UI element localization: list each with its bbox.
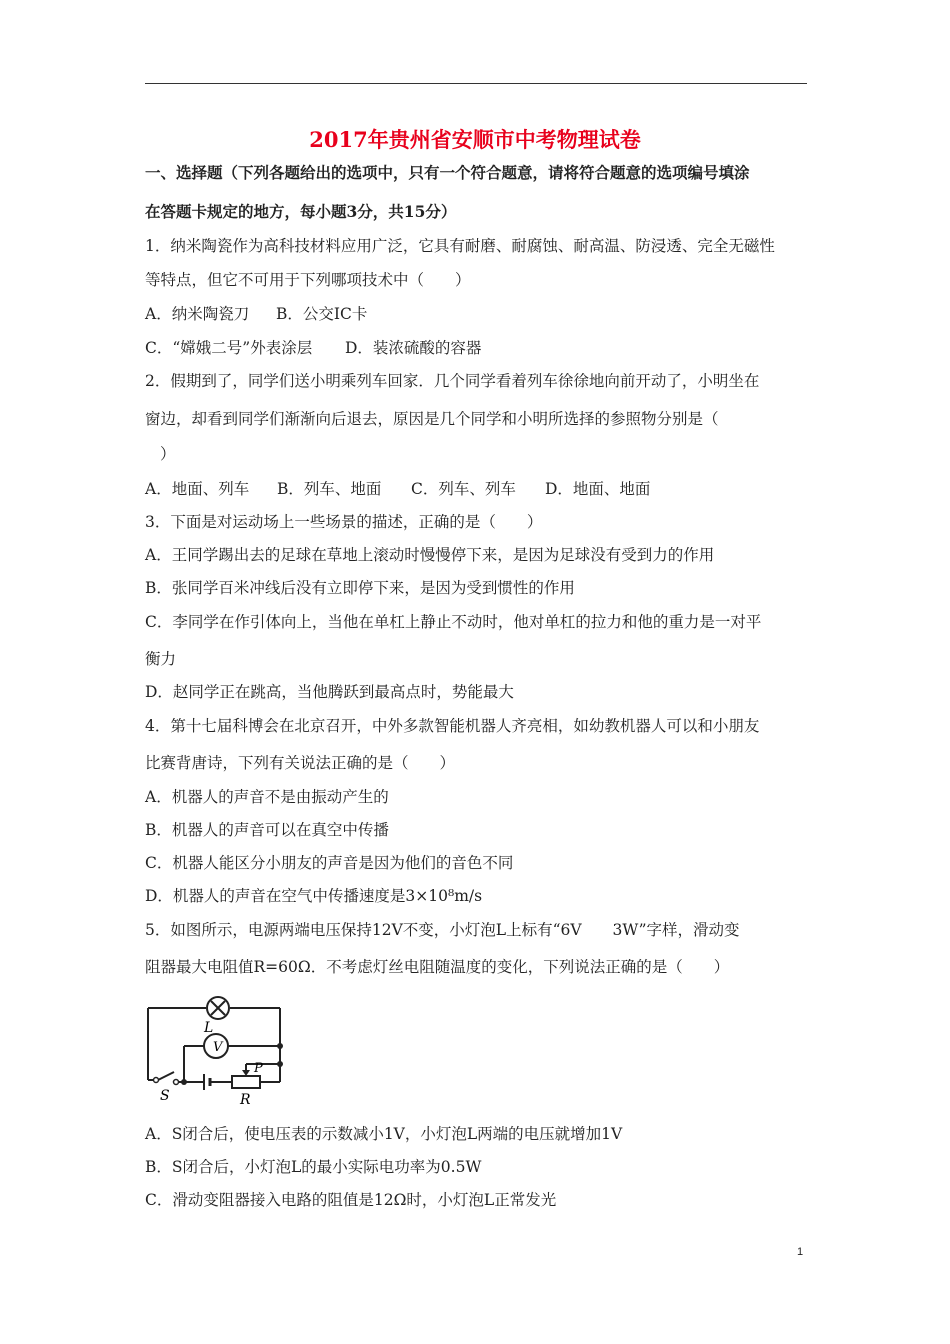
lamp-label: L <box>204 1020 214 1036</box>
junction-bottom <box>181 1079 187 1085</box>
q2-option-b: B．列车、地面 <box>277 480 382 498</box>
section-heading-line1: 一、选择题（下列各题给出的选项中，只有一个符合题意，请将符合题意的选项编号填涂 <box>145 163 750 182</box>
q2-option-d: D．地面、地面 <box>545 480 651 498</box>
junction-right-mid <box>277 1043 283 1049</box>
switch-blade <box>158 1072 174 1080</box>
switch-label: S <box>160 1088 170 1104</box>
q2-option-c: C．列车、列车 <box>411 480 516 498</box>
q3-stem: 3．下面是对运动场上一些场景的描述，正确的是（ ） <box>145 513 543 531</box>
q3-option-c-line2: 衡力 <box>145 650 177 668</box>
q4-option-b: B．机器人的声音可以在真空中传播 <box>145 821 389 839</box>
q1-option-b: B．公交IC卡 <box>276 305 368 323</box>
q1-option-a: A．纳米陶瓷刀 <box>145 305 250 323</box>
q1-option-c: C．“嫦娥二号”外表涂层 <box>145 339 313 357</box>
q2-option-a: A．地面、列车 <box>145 480 250 498</box>
slider-label: P <box>254 1061 263 1076</box>
voltmeter-symbol-label: V <box>213 1040 223 1055</box>
q1-option-d: D．装浓硫酸的容器 <box>345 339 482 357</box>
junction-right-slider <box>277 1061 283 1067</box>
q5-option-a: A．S闭合后，使电压表的示数减小1V，小灯泡L两端的电压就增加1V <box>145 1125 623 1143</box>
q5-option-c: C．滑动变阻器接入电路的阻值是12Ω时，小灯泡L正常发光 <box>145 1191 557 1209</box>
q4-option-d: D．机器人的声音在空气中传播速度是3×10⁸m/s <box>145 887 483 905</box>
header-rule <box>145 83 807 84</box>
q2-stem-line2: 窗边，却看到同学们渐渐向后退去，原因是几个同学和小明所选择的参照物分别是（ <box>145 410 719 428</box>
q5-stem-line2: 阻器最大电阻值R=60Ω．不考虑灯丝电阻随温度的变化，下列说法正确的是（ ） <box>145 958 730 976</box>
q5-option-b: B．S闭合后，小灯泡L的最小实际电功率为0.5W <box>145 1158 482 1176</box>
q3-option-b: B．张同学百米冲线后没有立即停下来，是因为受到惯性的作用 <box>145 579 575 597</box>
q1-stem-line2: 等特点，但它不可用于下列哪项技术中（ ） <box>145 271 471 289</box>
q2-stem-line1: 2．假期到了，同学们送小明乘列车回家．几个同学看着列车徐徐地向前开动了，小明坐在 <box>145 372 760 390</box>
q4-option-c: C．机器人能区分小朋友的声音是因为他们的音色不同 <box>145 854 514 872</box>
q1-options-row2 <box>145 338 481 358</box>
q1-stem-line1: 1．纳米陶瓷作为高科技材料应用广泛，它具有耐磨、耐腐蚀、耐高温、防浸透、完全无磁性 <box>145 237 775 255</box>
switch-pivot <box>154 1078 159 1083</box>
q4-stem-line1: 4．第十七届科博会在北京召开，中外多款智能机器人齐亮相，如幼教机器人可以和小朋友 <box>145 717 760 735</box>
q3-option-a: A．王同学踢出去的足球在草地上滚动时慢慢停下来，是因为足球没有受到力的作用 <box>145 546 715 564</box>
q5-stem-line1: 5．如图所示，电源两端电压保持12V不变，小灯泡L上标有“6V 3W”字样，滑动变 <box>145 921 740 939</box>
q2-stem-line3: ） <box>160 445 176 463</box>
section-heading-line2: 在答题卡规定的地方，每小题3分，共15分） <box>145 202 457 221</box>
page-title: 2017年贵州省安顺市中考物理试卷 <box>309 127 641 152</box>
circuit-diagram <box>140 990 290 1108</box>
q2-options-row <box>145 479 650 499</box>
page-number: 1 <box>796 1246 804 1258</box>
switch-contact <box>174 1080 179 1085</box>
resistor-label: R <box>240 1092 251 1108</box>
q4-option-a: A．机器人的声音不是由振动产生的 <box>145 788 389 806</box>
q3-option-c-line1: C．李同学在作引体向上，当他在单杠上静止不动时，他对单杠的拉力和他的重力是一对平 <box>145 613 762 631</box>
q4-stem-line2: 比赛背唐诗，下列有关说法正确的是（ ） <box>145 754 456 772</box>
q3-option-d: D．赵同学正在跳高，当他腾跃到最高点时，势能最大 <box>145 683 514 701</box>
q1-options-row1 <box>145 304 367 324</box>
resistor <box>232 1076 260 1088</box>
